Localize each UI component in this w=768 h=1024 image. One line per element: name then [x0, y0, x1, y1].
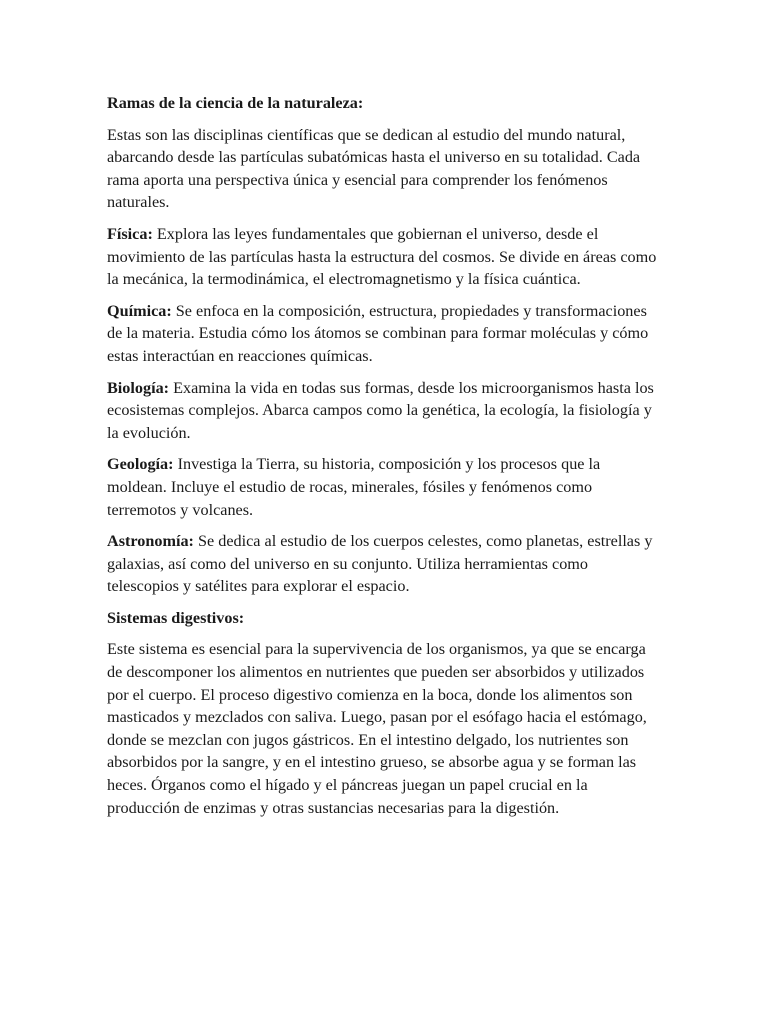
branch-paragraph-astronomia: [107, 530, 663, 598]
branch-text: Investiga la Tierra, su historia, composición y los procesos que la moldean. Incluye el estudio de rocas, minerales, fósiles y fenómenos como terremotos y volcanes.: [107, 455, 601, 519]
branch-paragraph-fisica: [107, 223, 663, 291]
branch-text: Se dedica al estudio de los cuerpos celestes, como planetas, estrellas y galaxias, así como del universo en su conjunto. Utiliza herramientas como telescopios y satélites para explorar el espacio.: [107, 532, 653, 596]
branch-text: Explora las leyes fundamentales que gobiernan el universo, desde el movimiento de las partículas hasta la estructura del cosmos. Se divide en áreas como la mecánica, la termodinámica, el electromagnetismo y la física cuántica.: [107, 224, 657, 289]
branch-term: Biología:: [107, 378, 170, 397]
branch-paragraph-geologia: [107, 453, 663, 521]
branch-term: Química:: [107, 301, 172, 320]
section-heading-ramas: Ramas de la ciencia de la naturaleza:: [107, 94, 364, 112]
branch-term: Astronomía:: [107, 532, 194, 551]
branch-text: Se enfoca en la composición, estructura, propiedades y transformaciones de la materia. Estudia cómo los átomos se combinan para formar moléculas y cómo estas interactúan en reacciones químicas.: [107, 301, 649, 365]
digestive-paragraph: Este sistema es esencial para la supervivencia de los organismos, ya que se encarga de descomponer los alimentos en nutrientes que pueden ser absorbidos y utilizados por el cuerpo. El proceso digestivo comienza en la boca, donde los alimentos son masticados y mezclados con saliva. Luego, pasan por el esófago hacia el estómago, donde se mezclan con jugos gástricos. En el intestino delgado, los nutrientes son absorbidos por la sangre, y en el intestino grueso, se absorbe agua y se forman las heces. Órganos como el hígado y el páncreas juegan un papel crucial en la producción de enzimas y otras sustancias necesarias para la digestión.: [107, 640, 647, 817]
branch-term: Geología:: [107, 455, 174, 474]
document-page: [107, 92, 663, 828]
branch-paragraph-quimica: [107, 300, 663, 368]
intro-paragraph: Estas son las disciplinas científicas que se dedican al estudio del mundo natural, abarcando desde las partículas subatómicas hasta el universo en su totalidad. Cada rama aporta una perspectiva única y esencial para comprender los fenómenos naturales.: [107, 125, 641, 212]
branch-text: Examina la vida en todas sus formas, desde los microorganismos hasta los ecosistemas complejos. Abarca campos como la genética, la ecología, la fisiología y la evolución.: [107, 378, 654, 442]
branch-term: Física:: [107, 224, 153, 243]
branch-paragraph-biologia: [107, 377, 663, 445]
section-heading-sistemas: Sistemas digestivos:: [107, 608, 245, 627]
